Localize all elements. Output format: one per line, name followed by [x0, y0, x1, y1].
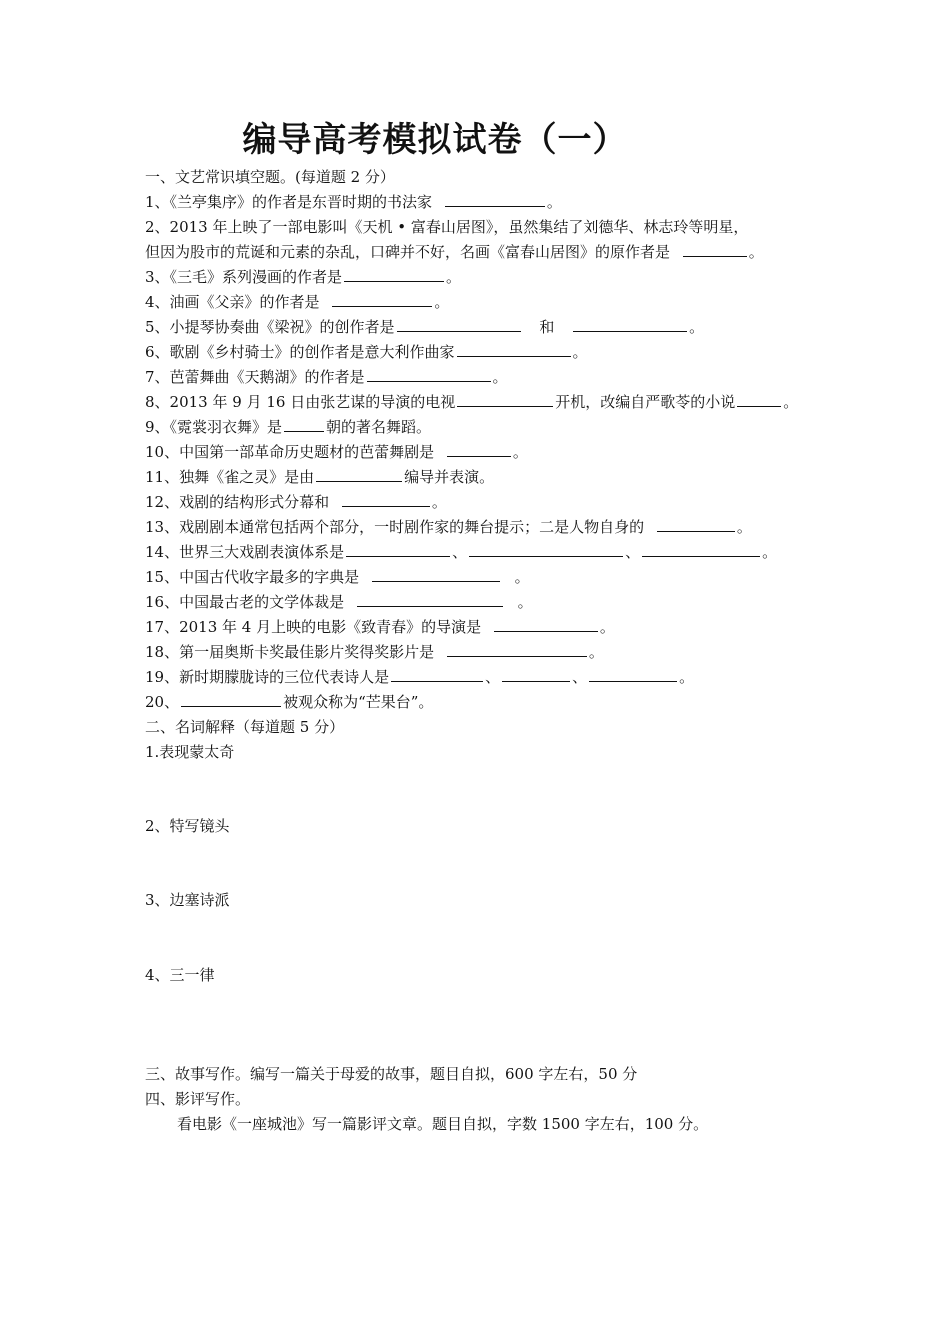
question-18 [145, 641, 604, 663]
answer-blank [683, 242, 747, 257]
question-17-end: 。 [599, 618, 615, 636]
question-7-end: 。 [492, 368, 508, 386]
section-3-heading: 三、故事写作。编写一篇关于母爱的故事，题目自拟，600 字左右，50 分 [145, 1065, 638, 1083]
question-8 [145, 391, 798, 413]
answer-blank [284, 417, 324, 432]
question-4-end: 。 [434, 293, 450, 311]
answer-blank [344, 267, 444, 282]
answer-blank [447, 642, 587, 657]
question-18-end: 。 [588, 643, 604, 661]
question-20 [145, 691, 433, 713]
question-14 [145, 541, 777, 563]
question-3 [145, 266, 461, 288]
question-19-text: 19、新时期朦胧诗的三位代表诗人是 [145, 668, 390, 686]
question-4-text: 4、油画《父亲》的作者是 [145, 293, 320, 311]
question-11-end: 编导并表演。 [404, 468, 495, 486]
question-13-text: 13、戏剧剧本通常包括两个部分，一时剧作家的舞台提示；二是人物自身的 [145, 518, 645, 536]
answer-blank [469, 542, 623, 557]
question-6 [145, 341, 588, 363]
term-item: 3、边塞诗派 [145, 891, 230, 909]
answer-blank [573, 317, 687, 332]
answer-blank [372, 567, 500, 582]
answer-blank [494, 617, 598, 632]
question-9 [145, 416, 431, 438]
question-13-end: 。 [736, 518, 752, 536]
question-20-end: 被观众称为“芒果台”。 [283, 693, 434, 711]
section-4-body: 看电影《一座城池》写一篇影评文章。题目自拟，字数 1500 字左右，100 分。 [177, 1115, 709, 1133]
question-19-end: 。 [679, 668, 695, 686]
question-2-text: 但因为股市的荒诞和元素的杂乱，口碑并不好，名画《富春山居图》的原作者是 [145, 243, 671, 261]
question-12 [145, 491, 447, 513]
question-9-text: 9、《霓裳羽衣舞》是 [145, 418, 283, 436]
question-12-text: 12、戏剧的结构形式分幕和 [145, 493, 330, 511]
question-20-text: 20、 [145, 693, 180, 711]
question-19 [145, 666, 694, 688]
question-9-end: 朝的著名舞蹈。 [326, 418, 432, 436]
term-item: 2、特写镜头 [145, 817, 230, 835]
question-14-separator: 、 [452, 543, 468, 561]
answer-blank [737, 392, 781, 407]
section-1-heading: 一、文艺常识填空题。(每道题 2 分） [145, 168, 395, 186]
answer-blank [589, 667, 677, 682]
answer-blank [397, 317, 521, 332]
question-2-line-2 [145, 241, 764, 263]
term-item: 4、三一律 [145, 966, 215, 984]
question-2-line-1: 2、2013 年上映了一部电影叫《天机 • 富春山居图》，虽然集结了刘德华、林志玲等明星， [145, 218, 749, 236]
question-6-end: 。 [572, 343, 588, 361]
question-15-text: 15、中国古代收字最多的字典是 [145, 568, 360, 586]
question-19-separator: 、 [572, 668, 588, 686]
question-10-end: 。 [512, 443, 528, 461]
answer-blank [357, 592, 503, 607]
question-1-text: 1、《兰亭集序》的作者是东晋时期的书法家 [145, 193, 433, 211]
answer-blank [181, 692, 281, 707]
answer-blank [391, 667, 483, 682]
question-16 [145, 591, 533, 613]
answer-blank [457, 342, 571, 357]
question-16-text: 16、中国最古老的文学体裁是 [145, 593, 345, 611]
question-1 [145, 191, 562, 213]
answer-blank [447, 442, 511, 457]
question-11-text: 11、独舞《雀之灵》是由 [145, 468, 315, 486]
answer-blank [367, 367, 491, 382]
question-15 [145, 566, 530, 588]
section-2-heading: 二、名词解释（每道题 5 分） [145, 718, 345, 736]
answer-blank [316, 467, 402, 482]
answer-blank [657, 517, 735, 532]
question-13 [145, 516, 752, 538]
question-10-text: 10、中国第一部革命历史题材的芭蕾舞剧是 [145, 443, 435, 461]
answer-blank [457, 392, 553, 407]
answer-blank [642, 542, 760, 557]
question-7 [145, 366, 508, 388]
answer-blank [445, 192, 545, 207]
question-14-end: 。 [762, 543, 778, 561]
question-8-text: 8、2013 年 9 月 16 日由张艺谋的导演的电视 [145, 393, 456, 411]
question-10 [145, 441, 528, 463]
question-8-middle: 开机，改编自严歌苓的小说 [555, 393, 736, 411]
section-4-heading: 四、影评写作。 [145, 1090, 251, 1108]
question-17 [145, 616, 615, 638]
answer-blank [346, 542, 450, 557]
question-11 [145, 466, 494, 488]
question-5-and: 和 [539, 318, 555, 336]
question-4 [145, 291, 449, 313]
question-6-text: 6、歌剧《乡村骑士》的创作者是意大利作曲家 [145, 343, 455, 361]
term-item: 1.表现蒙太奇 [145, 743, 235, 761]
question-14-text: 14、世界三大戏剧表演体系是 [145, 543, 345, 561]
question-5 [145, 316, 704, 338]
question-15-end: 。 [514, 568, 530, 586]
exam-title: 编导高考模拟试卷（一） [242, 120, 628, 160]
question-1-end: 。 [546, 193, 562, 211]
question-12-end: 。 [431, 493, 447, 511]
question-7-text: 7、芭蕾舞曲《天鹅湖》的作者是 [145, 368, 365, 386]
question-2-end: 。 [748, 243, 764, 261]
answer-blank [332, 292, 432, 307]
question-3-text: 3、《三毛》系列漫画的作者是 [145, 268, 343, 286]
question-5-text: 5、小提琴协奏曲《梁祝》的创作者是 [145, 318, 395, 336]
question-3-end: 。 [446, 268, 462, 286]
question-5-end: 。 [689, 318, 705, 336]
answer-blank [342, 492, 430, 507]
question-14-separator: 、 [625, 543, 641, 561]
answer-blank [502, 667, 570, 682]
question-18-text: 18、第一届奥斯卡奖最佳影片奖得奖影片是 [145, 643, 435, 661]
question-17-text: 17、2013 年 4 月上映的电影《致青春》的导演是 [145, 618, 482, 636]
question-8-end: 。 [783, 393, 799, 411]
question-16-end: 。 [517, 593, 533, 611]
question-19-separator: 、 [485, 668, 501, 686]
